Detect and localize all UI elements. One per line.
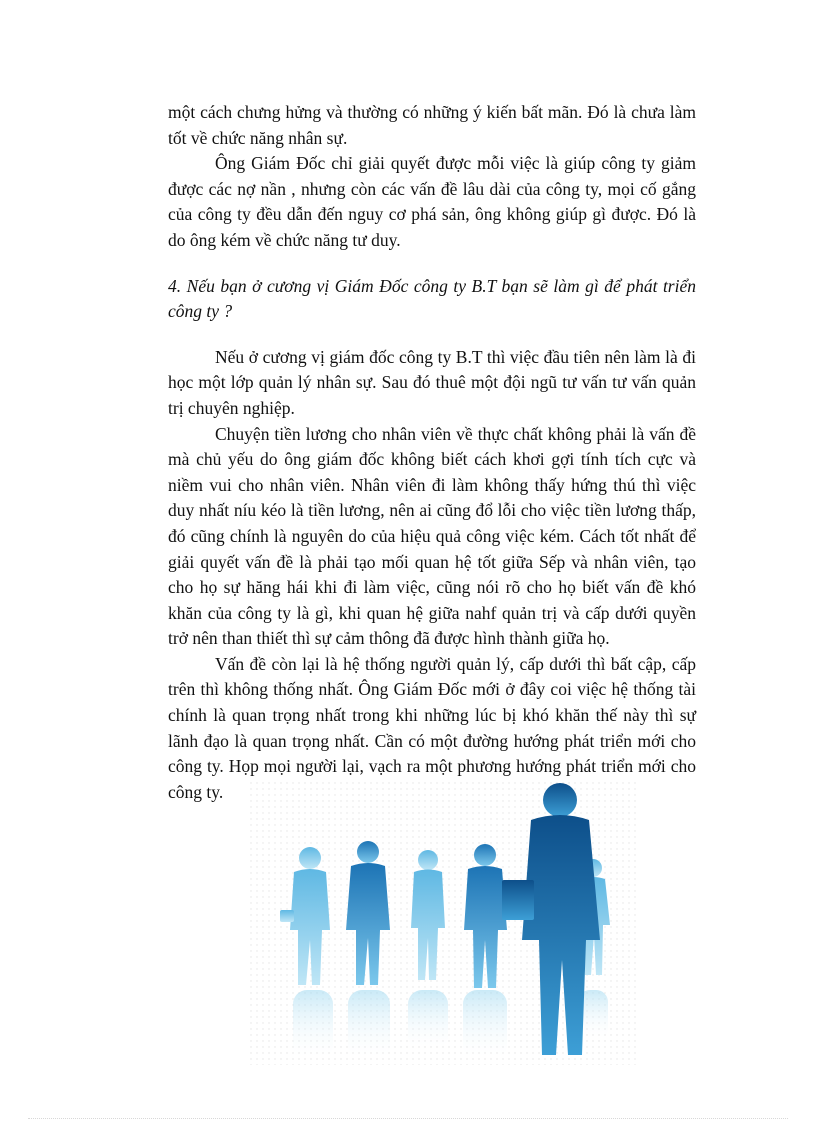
paragraph-director-thinking: Ông Giám Đốc chỉ giải quyết được mỗi việc là giúp công ty giảm được các nợ nần , nhưng còn các vấn đề lâu dài của công ty, mọi cố gắng của công ty đều dẫn đến nguy cơ phá sản, ông không giúp gì được. Đó là do ông kém về chức năng tư duy.	[168, 153, 696, 250]
question-heading: 4. Nếu bạn ở cương vị Giám Đốc công ty B.T bạn sẽ làm gì để phát triển công ty ?	[168, 275, 696, 322]
business-team-illustration	[248, 780, 638, 1065]
paragraph-management-system: Vấn đề còn lại là hệ thống người quản lý, cấp dưới thì bất cập, cấp trên thì không thống nhất. Ông Giám Đốc mới ở đây coi việc hệ thống tài chính là quan trọng nhất trong khi những lúc bị khó khăn thế này thì sự lãnh đạo là quan trọng nhất. Cần có một đường hướng phát triển mới cho công ty. Họp mọi người lại, vạch ra một phương hướng phát triển mới cho công ty.	[168, 653, 696, 802]
paragraph-salary: Chuyện tiền lương cho nhân viên về thực chất không phải là vấn đề mà chủ yếu do ông giám đốc không biết cách khơi gợi tính tích cực và niềm vui cho nhân viên. Nhân viên đi làm không thấy hứng thú thì việc duy nhất níu kéo là tiền lương, nên ai cũng đổ lỗi cho việc tiền lương thấp, đó cũng chính là nguyên do của hiệu quả công việc kém. Cách tốt nhất để giải quyết vấn đề là phải tạo mối quan hệ tốt giữa Sếp và nhân viên, tạo cho họ sự hăng hái khi đi làm việc, cũng nói rõ cho họ biết vấn đề khó khăn của công ty là gì, khi quan hệ giữa nahf quản trị và cấp dưới quyền trở nên than thiết thì sự cảm thông đã được hình thành giữa họ.	[168, 423, 696, 649]
paragraph-continuation: một cách chưng hửng và thường có những ý kiến bất mãn. Đó là chưa làm tốt về chức năng nhân sự.	[168, 102, 696, 148]
business-team-silhouettes-icon	[248, 780, 638, 1065]
page-bottom-divider	[28, 1118, 788, 1119]
body-text	[168, 100, 696, 805]
paragraph-first-step: Nếu ở cương vị giám đốc công ty B.T thì việc đầu tiên nên làm là đi học một lớp quản lý nhân sự. Sau đó thuê một đội ngũ tư vấn tư vấn quản trị chuyên nghiệp.	[168, 346, 696, 418]
